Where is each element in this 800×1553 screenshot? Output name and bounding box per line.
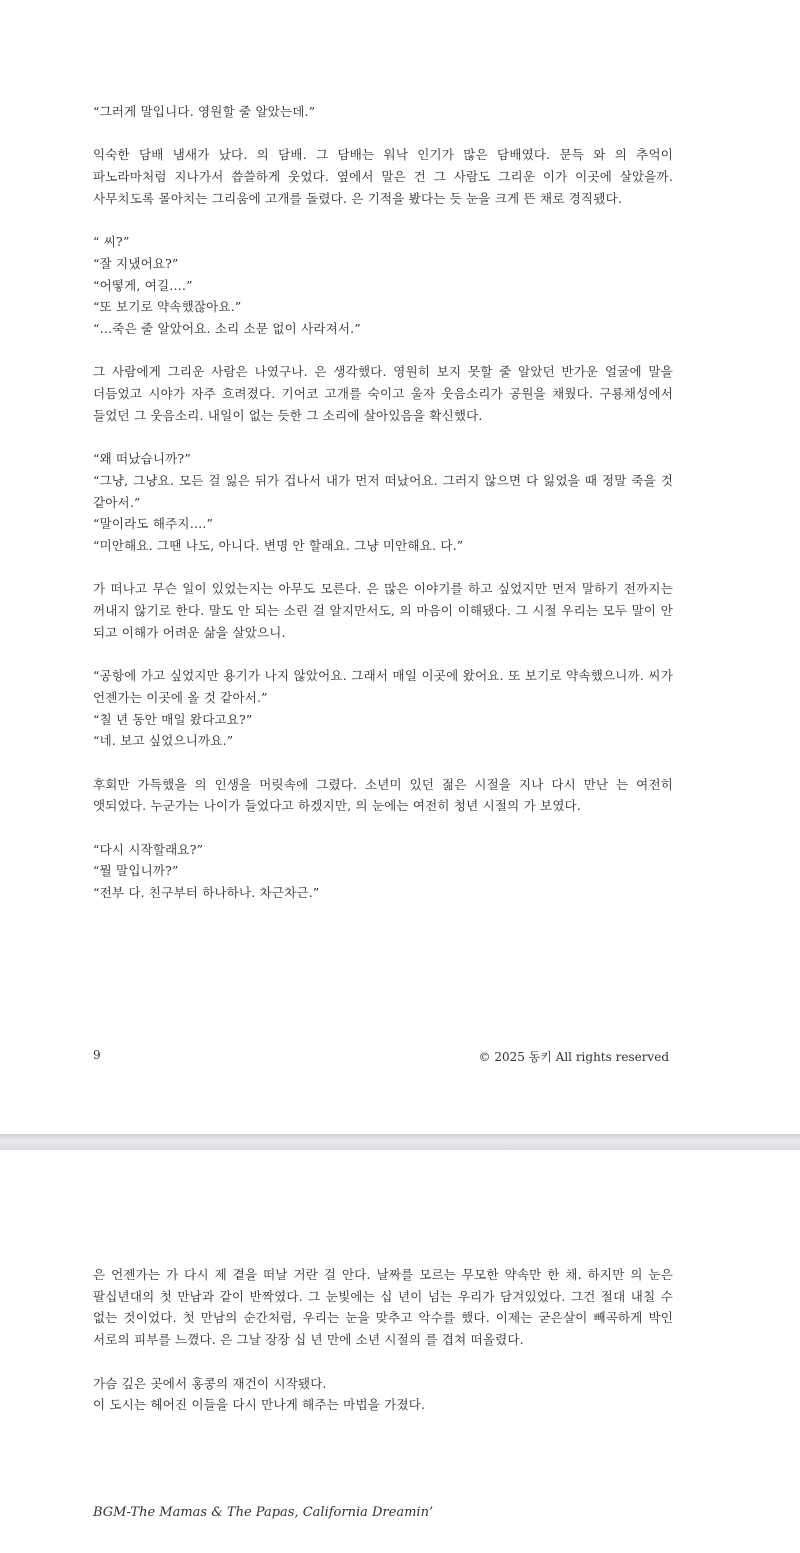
dialogue-line: “다시 시작할래요?” [93, 841, 204, 857]
blank-line [93, 340, 673, 362]
blank-line [93, 752, 673, 774]
blank-line [93, 123, 673, 145]
blank-line [93, 557, 673, 579]
narration-paragraph: 익숙한 담배 냄새가 났다. 의 담배. 그 담배는 워낙 인기가 많은 담배였다. 문득 와 의 추억이 파노라마처럼 지나가서 씁쓸하게 웃었다. 옆에서 말은 건 그 사람도 그리운 이가 이곳에 살았을까. 사무치도록 몰아치는 그리움에 고개를 돌렸다. 은 기적을 봤다는 듯 눈을 크게 뜬 채로 경직됐다. [93, 147, 673, 206]
dialogue-line: “말이라도 해주지….” [93, 516, 214, 532]
dialogue-line: “왜 떠났습니까?” [93, 451, 191, 467]
bgm-credit: BGM-The Mamas & The Papas, California Dreamin’ [93, 1505, 434, 1520]
page-footer [93, 1048, 669, 1065]
dialogue-line: “또 보기로 약속했잖아요.” [93, 299, 242, 315]
narration-paragraph: 가 떠나고 무슨 일이 있었는지는 아무도 모른다. 은 많은 이야기를 하고 싶었지만 먼저 말하기 전까지는 꺼내지 않기로 한다. 말도 안 되는 소린 걸 알지만서도, 의 마음이 이해됐다. 그 시절 우리는 모두 말이 안 되고 이해가 어려운 삶을 살았으니. [93, 581, 673, 640]
blank-line [93, 817, 673, 839]
dialogue-line: “…죽은 줄 알았어요. 소리 소문 없이 사라져서.” [93, 321, 361, 336]
blank-line [93, 427, 673, 449]
dialogue-line: “뭘 말입니까?” [93, 863, 179, 879]
dialogue-line: “칠 년 동안 매일 왔다고요?” [93, 711, 253, 727]
dialogue-line: “미안해요. 그땐 나도, 아니다. 변명 안 할래요. 그냥 미안해요. 다.” [93, 538, 464, 553]
dialogue-line: “전부 다. 친구부터 하나하나. 차근차근.” [93, 885, 320, 901]
narration-paragraph: 은 언젠가는 가 다시 제 곁을 떠날 거란 걸 안다. 날짜를 모르는 무모한 약속만 한 채. 하지만 의 눈은 팔십년대의 첫 만남과 같이 반짝였다. 그 눈빛에는 십 년이 넘는 우리가 담겨있었다. 그건 절대 내칠 수 없는 것이었다. 첫 만남의 순간처럼, 우리는 눈을 맞추고 악수를 했다. 이제는 굳은살이 빼곡하게 박인 서로의 피부를 느꼈다. 은 그날 장장 십 년 만에 소년 시절의 를 겹쳐 떠올렸다. [93, 1267, 673, 1348]
narration-paragraph: 이 도시는 헤어진 이들을 다시 만나게 해주는 마법을 가졌다. [93, 1397, 426, 1413]
page-9-body-text [93, 101, 673, 904]
dialogue-line: “네. 보고 싶었으니까요.” [93, 733, 234, 749]
blank-line [93, 644, 673, 666]
blank-line [93, 1351, 673, 1373]
dialogue-line: “잘 지냈어요?” [93, 255, 179, 271]
page-separator [0, 1134, 800, 1150]
dialogue-line: “ 씨?” [93, 234, 130, 250]
narration-paragraph: 그 사람에게 그리운 사람은 나였구나. 은 생각했다. 영원히 보지 못할 줄 알았던 반가운 얼굴에 말을 더듬었고 시야가 자주 흐려졌다. 기어코 고개를 숙이고 울자 웃음소리가 공원을 채웠다. 구룡채성에서 들었던 그 웃음소리. 내일이 없는 듯한 그 소리에 살아있음을 확신했다. [93, 364, 673, 423]
dialogue-line: “그냥, 그냥요. 모든 걸 잃은 뒤가 겁나서 내가 먼저 떠났어요. 그러지 않으면 다 잃었을 때 정말 죽을 것 같아서.” [93, 472, 673, 510]
narration-paragraph: 가슴 깊은 곳에서 홍콩의 재건이 시작됐다. [93, 1375, 327, 1391]
dialogue-line: “그러게 말입니다. 영원할 줄 알았는데.” [93, 104, 316, 119]
dialogue-line: “공항에 가고 싶었지만 용기가 나지 않았어요. 그래서 매일 이곳에 왔어요. 또 보기로 약속했으니까. 씨가 언젠가는 이곳에 올 것 같아서.” [93, 668, 673, 705]
copyright-notice: © 2025 동키 All rights reserved [478, 1050, 669, 1064]
narration-paragraph: 후회만 가득했을 의 인생을 머릿속에 그렸다. 소년미 있던 젊은 시절을 지나 다시 만난 는 여전히 앳되었다. 누군가는 나이가 들었다고 하겠지만, 의 눈에는 여전히 청년 시절의 가 보였다. [93, 776, 673, 814]
page-10-body-text [93, 1264, 673, 1416]
page-number: 9 [93, 1048, 101, 1062]
blank-line [93, 210, 673, 232]
dialogue-line: “어떻게, 여길….” [93, 277, 193, 293]
page-10 [0, 1150, 800, 1553]
